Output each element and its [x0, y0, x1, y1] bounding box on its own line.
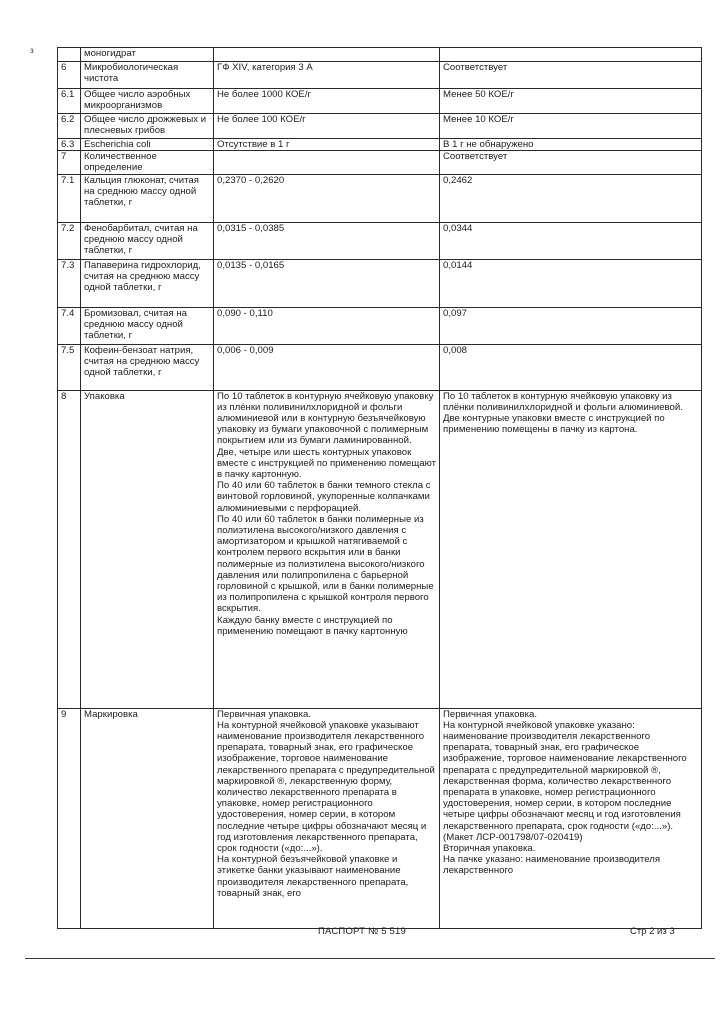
row-number-cell — [58, 344, 81, 390]
parameter-name: Общее число аэробных микроорганизмов — [84, 89, 191, 112]
parameter-name: Микробиологическая чистота — [84, 62, 179, 85]
norm-value-cell — [214, 708, 440, 928]
table-row — [58, 259, 702, 307]
table-row — [58, 390, 702, 708]
result-value-cell — [440, 174, 702, 222]
result-value-cell — [440, 390, 702, 708]
row-number-cell — [58, 151, 81, 174]
norm-value: По 10 таблеток в контурную ячейковую упаковку из плёнки поливинилхлоридной и фольги алюминиевой или в контурную безъячейковую упаковку из бумаги упаковочной с полимерным покрытием или из бумаги ламинированной. Две, четыре или шесть контурных упаковок вместе с инструкцией по применению помещают в пачку картонную. По 40 или 60 таблеток в банки темного стекла с винтовой горловиной, укупоренные колпачками алюминиевыми с перфорацией. По 40 или 60 таблеток в банки полимерные из полиэтилена высокого/низкого давления с амортизатором и крышкой натягиваемой с контролем первого вскрытия или в банки полимерные из полиэтилена высокого/низкого давления или полипропилена с барьерной горловиной с крышкой, или в банки полимерные из полипропилена с крышкой контроля первого вскрытия. Каждую банку вместе с инструкцией по применению помещают в пачку картонную — [217, 390, 436, 637]
parameter-name-cell — [81, 307, 214, 344]
norm-value-cell — [214, 344, 440, 390]
parameter-name-cell — [81, 89, 214, 114]
result-value: 0,097 — [443, 307, 468, 319]
specification-table — [57, 47, 702, 929]
norm-value-cell — [214, 390, 440, 708]
parameter-name: Количественное определение — [84, 151, 157, 174]
result-value-cell — [440, 307, 702, 344]
parameter-name-cell — [81, 174, 214, 222]
result-value: Соответствует — [443, 151, 508, 163]
norm-value: Первичная упаковка. На контурной ячейковой упаковке указывают наименование производителя лекарственного препарата, товарный знак, его графическое изображение, торговое наименование лекарственного препарата с предупредительной маркировкой ®, лекарственную форму, количество лекарственного препарата в упаковке, номер регистрационного удостоверения, номер серии, в котором последние четыре цифры обозначают месяц и год изготовления лекарственного препарата, срок годности («до:...»). На контурной безъячейковой упаковке и этикетке банки указывают наименование производителя лекарственного препарата, товарный знак, его — [217, 708, 435, 899]
norm-value-cell — [214, 151, 440, 174]
parameter-name-cell — [81, 708, 214, 928]
parameter-name: Кофеин-бензоат натрия, считая на среднюю массу одной таблетки, г — [84, 344, 200, 379]
row-number: 7.3 — [61, 259, 75, 271]
result-value: По 10 таблеток в контурную ячейковую упаковку из плёнки поливинилхлоридной и фольги алюминиевой. Две контурные упаковки вместе с инструкцией по применению помещены в пачку из картона. — [443, 390, 683, 436]
result-value-cell — [440, 151, 702, 174]
parameter-name: Escherichia coli — [84, 139, 151, 150]
norm-value-cell — [214, 174, 440, 222]
row-number: 6.2 — [61, 114, 75, 125]
row-number: 6.3 — [61, 139, 75, 150]
row-number: 7.2 — [61, 222, 75, 234]
norm-value: 0,006 - 0,009 — [217, 344, 274, 356]
row-number-cell — [58, 174, 81, 222]
result-value: Менее 10 КОЕ/г — [443, 114, 514, 125]
table-row — [58, 48, 702, 62]
row-number-cell — [58, 307, 81, 344]
norm-value: 0,090 - 0,110 — [217, 307, 273, 319]
norm-value: 0,0135 - 0,0165 — [217, 259, 285, 271]
norm-value-cell — [214, 62, 440, 89]
result-value: Первичная упаковка. На контурной ячейковой упаковке указано: наименование производителя лекарственного препарата, товарный знак, его графическое изображение, торговое наименование лекарственного препарата с предупредительной маркировкой ®, лекарственная форма, количество лекарственного препарата в упаковке, номер регистрационного удостоверения, номер серии, в котором последние четыре цифры обозначают месяц и год изготовления лекарственного препарата, срок годности («до:...»). (Макет ЛСР-001798/07-020419) Вторичная упаковка. На пачке указано: наименование производителя лекарственного — [443, 708, 687, 877]
margin-mark: з — [30, 46, 34, 55]
parameter-name-cell — [81, 344, 214, 390]
result-value-cell — [440, 344, 702, 390]
table-row — [58, 114, 702, 139]
norm-value-cell — [214, 139, 440, 151]
parameter-name: Упаковка — [84, 390, 125, 402]
result-value-cell — [440, 259, 702, 307]
parameter-name: Фенобарбитал, считая на среднюю массу одной таблетки, г — [84, 222, 198, 257]
norm-value-cell — [214, 307, 440, 344]
result-value: 0,0144 — [443, 259, 473, 271]
row-number-cell — [58, 114, 81, 139]
row-number: 8 — [61, 390, 67, 402]
parameter-name: Маркировка — [84, 708, 138, 720]
row-number-cell — [58, 89, 81, 114]
row-number-cell — [58, 708, 81, 928]
bottom-rule — [25, 958, 715, 959]
row-number: 9 — [61, 708, 67, 720]
table-row — [58, 222, 702, 259]
table-row — [58, 344, 702, 390]
parameter-name: Общее число дрожжевых и плесневых грибов — [84, 114, 207, 137]
result-value: 0,0344 — [443, 222, 473, 234]
result-value-cell — [440, 114, 702, 139]
parameter-name-cell — [81, 222, 214, 259]
row-number-cell — [58, 259, 81, 307]
table-row — [58, 62, 702, 89]
norm-value: Отсутствие в 1 г — [217, 139, 290, 150]
norm-value: Не более 100 КОЕ/г — [217, 114, 306, 125]
parameter-name-cell — [81, 259, 214, 307]
norm-value-cell — [214, 222, 440, 259]
norm-value-cell — [214, 48, 440, 62]
table-row — [58, 174, 702, 222]
row-number: 7.5 — [61, 344, 75, 356]
row-number: 6.1 — [61, 89, 75, 100]
row-number-cell — [58, 222, 81, 259]
norm-value: 0,0315 - 0,0385 — [217, 222, 285, 234]
parameter-name: Бромизовал, считая на среднюю массу одной таблетки, г — [84, 307, 187, 342]
table-row — [58, 708, 702, 928]
row-number: 6 — [61, 62, 67, 73]
table-row — [58, 151, 702, 174]
table-row — [58, 307, 702, 344]
parameter-name-cell — [81, 114, 214, 139]
row-number: 7 — [61, 151, 67, 163]
result-value: Менее 50 КОЕ/г — [443, 89, 514, 100]
page-number: Стр 2 из 3 — [630, 926, 675, 937]
row-number-cell — [58, 48, 81, 62]
parameter-name: Кальция глюконат, считая на среднюю массу одной таблетки, г — [84, 174, 199, 209]
parameter-name-cell — [81, 62, 214, 89]
parameter-name: моногидрат — [84, 48, 136, 59]
specification-table-body — [58, 48, 702, 929]
row-number-cell — [58, 62, 81, 89]
norm-value: Не более 1000 КОЕ/г — [217, 89, 311, 100]
passport-number: ПАСПОРТ № 5 519 — [318, 926, 406, 937]
norm-value-cell — [214, 259, 440, 307]
parameter-name: Папаверина гидрохлорид, считая на среднюю массу одной таблетки, г — [84, 259, 201, 294]
row-number: 7.1 — [61, 174, 75, 186]
table-row — [58, 139, 702, 151]
result-value-cell — [440, 222, 702, 259]
row-number-cell — [58, 139, 81, 151]
result-value-cell — [440, 48, 702, 62]
result-value: Соответствует — [443, 62, 508, 73]
parameter-name-cell — [81, 151, 214, 174]
norm-value: 0,2370 - 0,2620 — [217, 174, 285, 186]
result-value: 0,2462 — [443, 174, 473, 186]
norm-value-cell — [214, 89, 440, 114]
result-value-cell — [440, 89, 702, 114]
result-value-cell — [440, 139, 702, 151]
row-number: 7.4 — [61, 307, 75, 319]
result-value: 0,008 — [443, 344, 468, 356]
norm-value: ГФ XIV, категория 3 А — [217, 62, 313, 73]
result-value-cell — [440, 62, 702, 89]
parameter-name-cell — [81, 390, 214, 708]
result-value: В 1 г не обнаружено — [443, 139, 534, 150]
result-value-cell — [440, 708, 702, 928]
table-row — [58, 89, 702, 114]
norm-value-cell — [214, 114, 440, 139]
row-number-cell — [58, 390, 81, 708]
parameter-name-cell — [81, 48, 214, 62]
parameter-name-cell — [81, 139, 214, 151]
